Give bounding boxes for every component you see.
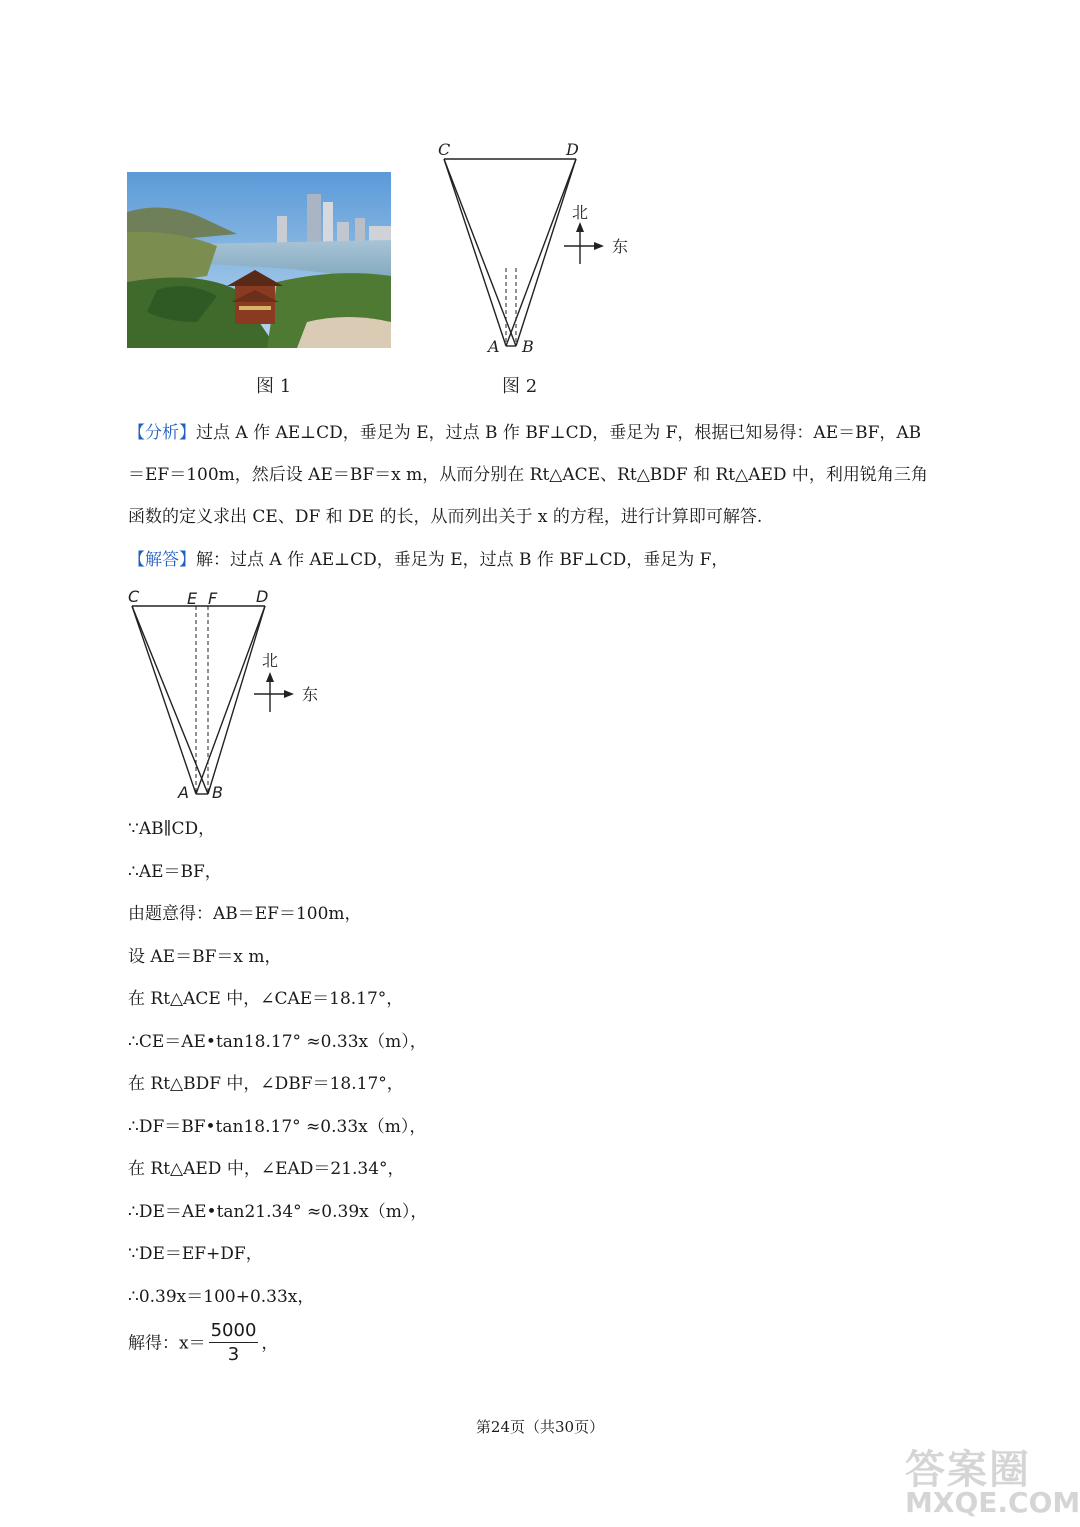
solve-prefix: 解得：x＝	[128, 1333, 206, 1354]
label-C: C	[128, 587, 140, 606]
analysis-line-2: ＝EF＝100m，然后设 AE＝BF＝x m，从而分别在 Rt△ACE、Rt△BDF 和 Rt△AED 中，利用锐角三角	[128, 465, 928, 485]
step-line: 设 AE＝BF＝x m，	[128, 947, 282, 967]
page-footer: 第24页（共30页）	[475, 1418, 605, 1436]
step-line: 由题意得：AB＝EF＝100m，	[128, 904, 362, 924]
label-C: C	[438, 140, 451, 159]
step-line: ∴DF＝BF•tan18.17° ≈0.33x（m），	[128, 1117, 427, 1137]
solve-suffix: ，	[261, 1333, 279, 1354]
watermark-logo	[905, 1438, 1080, 1523]
solve-line	[128, 1320, 278, 1367]
step-line: ∴DE＝AE•tan21.34° ≈0.39x（m），	[128, 1202, 428, 1222]
answer-intro	[128, 539, 978, 581]
fraction	[209, 1320, 259, 1367]
watermark-line-2: MXQE.COM	[905, 1486, 1080, 1519]
label-B: B	[212, 783, 223, 802]
figure-2-caption: 图 2	[502, 376, 538, 397]
analysis-line-1: 过点 A 作 AE⊥CD，垂足为 E，过点 B 作 BF⊥CD，垂足为 F，根据已知易得：AE＝BF，AB	[196, 423, 922, 443]
analysis-line-3: 函数的定义求出 CE、DF 和 DE 的长，从而列出关于 x 的方程，进行计算即可解答.	[128, 507, 763, 527]
step-line: 在 Rt△BDF 中，∠DBF＝18.17°，	[128, 1074, 404, 1094]
figure-2-diagram	[430, 136, 640, 361]
figure-1-caption: 图 1	[256, 376, 292, 397]
step-line: 在 Rt△ACE 中，∠CAE＝18.17°，	[128, 989, 404, 1009]
analysis-block	[128, 412, 978, 538]
label-A: A	[488, 337, 500, 356]
compass-north: 北	[572, 203, 589, 222]
step-line: ∴CE＝AE•tan18.17° ≈0.33x（m），	[128, 1032, 427, 1052]
step-line: ∴AE＝BF，	[128, 862, 222, 882]
label-E: E	[187, 589, 198, 608]
label-B: B	[522, 337, 534, 356]
figure-1-photo	[127, 172, 391, 348]
label-D: D	[256, 587, 269, 606]
label-D: D	[566, 140, 579, 159]
compass-east: 东	[612, 237, 629, 256]
compass-east: 东	[302, 685, 319, 704]
step-line: 在 Rt△AED 中，∠EAD＝21.34°，	[128, 1159, 405, 1179]
figure-3-diagram	[120, 582, 340, 804]
label-A: A	[178, 783, 189, 802]
step-line: ∴0.39x＝100+0.33x，	[128, 1287, 315, 1307]
answer-tag: 【解答】	[128, 550, 196, 570]
compass-north: 北	[262, 651, 279, 670]
analysis-tag: 【分析】	[128, 423, 196, 443]
answer-intro-text: 解：过点 A 作 AE⊥CD，垂足为 E，过点 B 作 BF⊥CD，垂足为 F，	[196, 550, 729, 570]
step-line: ∵AB∥CD，	[128, 819, 216, 839]
fraction-numerator: 5000	[210, 1320, 257, 1341]
fraction-denominator: 3	[227, 1344, 240, 1365]
step-line: ∵DE＝EF+DF，	[128, 1244, 263, 1264]
label-F: F	[208, 589, 218, 608]
watermark-line-1: 答案圈	[905, 1447, 1031, 1493]
